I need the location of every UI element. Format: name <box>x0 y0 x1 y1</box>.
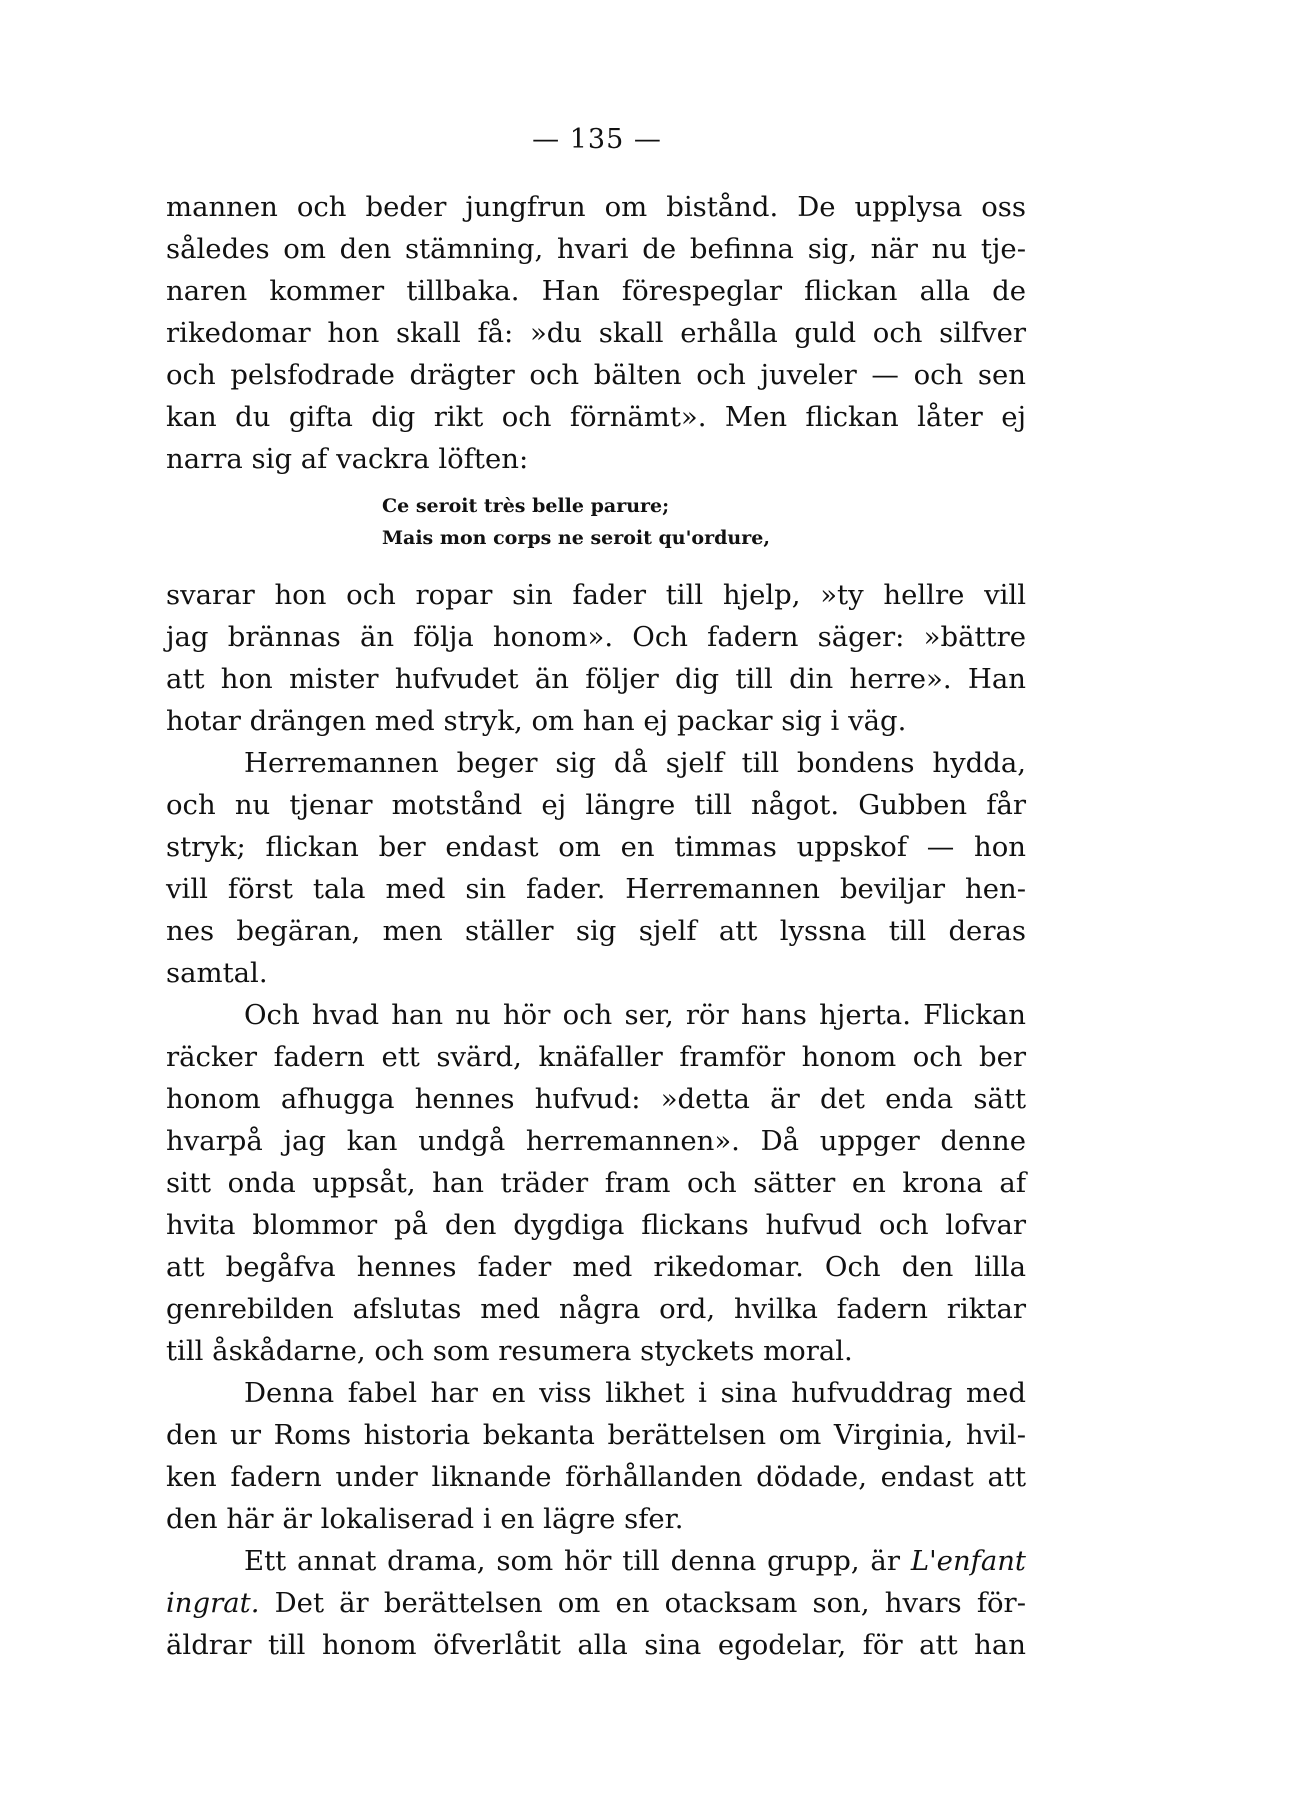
text-run: Det är berättelsen om en otacksam son, hvars för- <box>259 1587 1026 1619</box>
paragraph-2 <box>166 574 1026 742</box>
text-line: honom afhugga hennes hufvud: »detta är det enda sätt <box>166 1083 1026 1115</box>
text-line: mannen och beder jungfrun om bistånd. De upplysa oss <box>166 191 1026 223</box>
text-line: Denna fabel har en viss likhet i sina hufvuddrag med <box>244 1377 1026 1409</box>
text-line: rikedomar hon skall få: »du skall erhålla guld och silfver <box>166 317 1026 349</box>
text-line: vill först tala med sin fader. Herremannen beviljar hen- <box>166 873 1026 905</box>
text-line: Och hvad han nu hör och ser, rör hans hjerta. Flickan <box>244 999 1026 1031</box>
paragraph-6 <box>166 1540 1026 1666</box>
text-line: och nu tjenar motstånd ej längre till något. Gubben får <box>166 789 1026 821</box>
text-line: naren kommer tillbaka. Han förespeglar flickan alla de <box>166 275 1026 307</box>
text-line: samtal. <box>166 957 268 989</box>
play-title: ingrat. <box>166 1587 260 1619</box>
text-line: äldrar till honom öfverlåtit alla sina egodelar, för att han <box>166 1629 1026 1661</box>
paragraph-1 <box>166 186 1026 480</box>
text-line: stryk; flickan ber endast om en timmas uppskof — hon <box>166 831 1026 863</box>
text-line: genrebilden afslutas med några ord, hvilka fadern riktar <box>166 1293 1026 1325</box>
verse-line: Ce seroit très belle parure; <box>382 495 670 517</box>
text-line: narra sig af vackra löften: <box>166 443 529 475</box>
text-line <box>166 1540 1026 1582</box>
text-line: och pelsfodrade drägter och bälten och juveler — och sen <box>166 359 1026 391</box>
text-line: att begåfva hennes fader med rikedomar. Och den lilla <box>166 1251 1026 1283</box>
verse-quote <box>382 490 1026 554</box>
text-line: Herremannen beger sig då sjelf till bondens hydda, <box>244 747 1026 779</box>
page-number: — 135 — <box>532 124 662 155</box>
text-line: hvarpå jag kan undgå herremannen». Då uppger denne <box>166 1125 1026 1157</box>
text-line <box>166 1582 1026 1624</box>
paragraph-4 <box>166 994 1026 1372</box>
text-line: till åskådarne, och som resumera styckets moral. <box>166 1335 853 1367</box>
text-run: Ett annat drama, som hör till denna grupp, är <box>244 1545 911 1577</box>
play-title: L'enfant <box>910 1545 1026 1577</box>
paragraph-3 <box>166 742 1026 994</box>
text-line: nes begäran, men ställer sig sjelf att lyssna till deras <box>166 915 1026 947</box>
text-line: hvita blommor på den dygdiga flickans hufvud och lofvar <box>166 1209 1026 1241</box>
text-line: kan du gifta dig rikt och förnämt». Men flickan låter ej <box>166 401 1026 433</box>
text-line: hotar drängen med stryk, om han ej packar sig i väg. <box>166 705 907 737</box>
text-line: således om den stämning, hvari de befinna sig, när nu tje- <box>166 233 1026 265</box>
paragraph-5 <box>166 1372 1026 1540</box>
verse-line: Mais mon corps ne seroit qu'ordure, <box>382 527 770 549</box>
body-text <box>166 186 1026 1666</box>
text-line: den ur Roms historia bekanta berättelsen om Virginia, hvil- <box>166 1419 1026 1451</box>
text-line: den här är lokaliserad i en lägre sfer. <box>166 1503 684 1535</box>
text-line: räcker fadern ett svärd, knäfaller framför honom och ber <box>166 1041 1026 1073</box>
text-line: ken fadern under liknande förhållanden dödade, endast att <box>166 1461 1026 1493</box>
text-line: jag brännas än följa honom». Och fadern säger: »bättre <box>166 621 1026 653</box>
text-line: svarar hon och ropar sin fader till hjelp, »ty hellre vill <box>166 579 1026 611</box>
text-line: att hon mister hufvudet än följer dig till din herre». Han <box>166 663 1026 695</box>
text-line: sitt onda uppsåt, han träder fram och sätter en krona af <box>166 1167 1026 1199</box>
